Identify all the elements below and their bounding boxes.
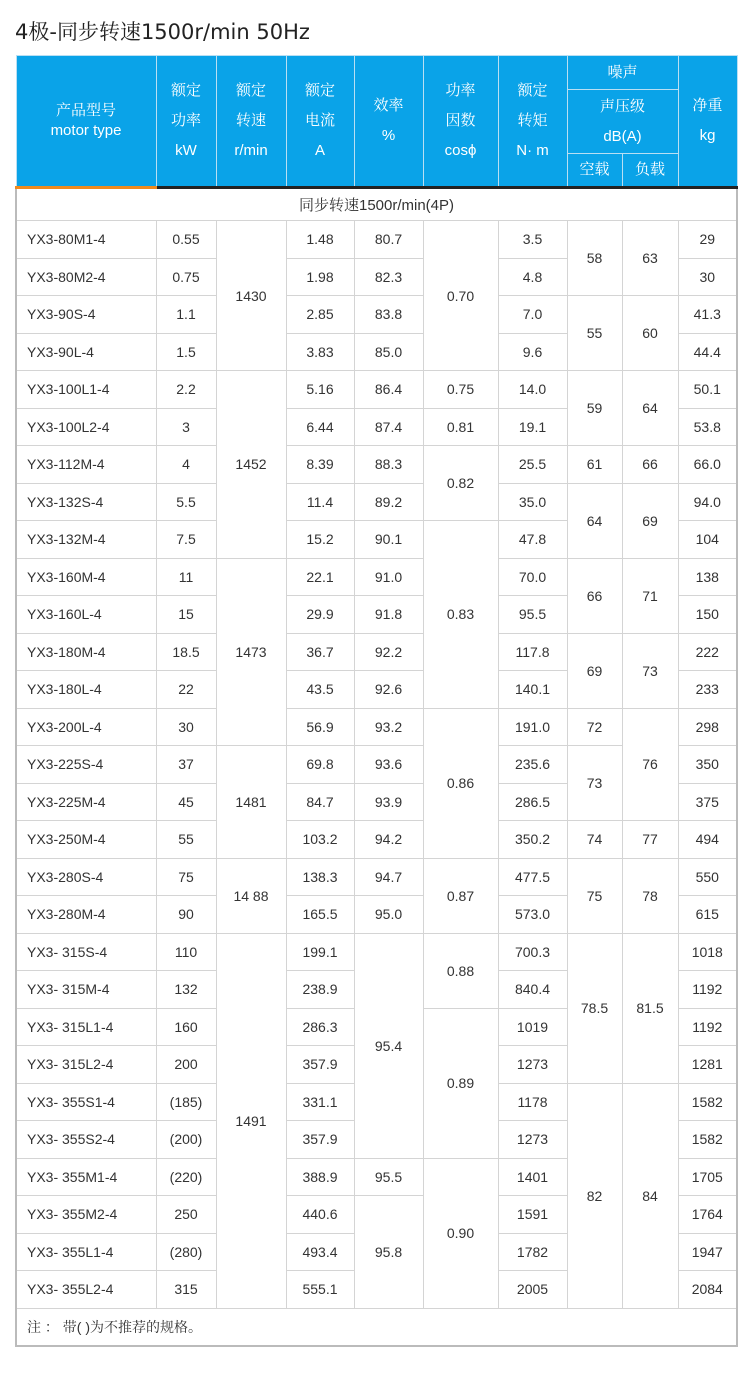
cell-noise-load: 73 [622, 633, 678, 708]
cell-speed: 1473 [216, 558, 286, 746]
cell-efficiency: 91.8 [354, 596, 423, 634]
cell-speed: 1452 [216, 371, 286, 559]
cell-model: YX3- 315S-4 [16, 933, 156, 971]
table-row [16, 633, 737, 671]
cell-power-factor: 0.82 [423, 446, 498, 521]
cell-power-factor: 0.89 [423, 1008, 498, 1158]
table-row [16, 858, 737, 896]
cell-efficiency: 89.2 [354, 483, 423, 521]
cell-power: 3 [156, 408, 216, 446]
cell-model: YX3- 355L1-4 [16, 1233, 156, 1271]
header-power-factor: 功率 因数 cosϕ [423, 56, 498, 188]
cell-current: 331.1 [286, 1083, 354, 1121]
table-row [16, 483, 737, 521]
header-sound-pressure: 声压级 dB(A) [567, 90, 678, 154]
cell-current: 36.7 [286, 633, 354, 671]
cell-power: (220) [156, 1158, 216, 1196]
cell-noise-load: 71 [622, 558, 678, 633]
cell-model: YX3-250M-4 [16, 821, 156, 859]
cell-noise-load: 84 [622, 1083, 678, 1308]
cell-current: 357.9 [286, 1121, 354, 1159]
cell-power: 132 [156, 971, 216, 1009]
cell-power: 90 [156, 896, 216, 934]
cell-weight: 1192 [678, 971, 737, 1009]
cell-torque: 117.8 [498, 633, 567, 671]
cell-weight: 350 [678, 746, 737, 784]
cell-current: 286.3 [286, 1008, 354, 1046]
cell-efficiency: 95.5 [354, 1158, 423, 1196]
cell-power: 110 [156, 933, 216, 971]
page-title: 4极-同步转速1500r/min 50Hz [15, 20, 310, 44]
cell-power: 0.75 [156, 258, 216, 296]
cell-power: 200 [156, 1046, 216, 1084]
cell-model: YX3-100L2-4 [16, 408, 156, 446]
cell-power-factor: 0.90 [423, 1158, 498, 1308]
cell-speed: 1491 [216, 933, 286, 1308]
cell-noise-load: 77 [622, 821, 678, 859]
cell-weight: 1582 [678, 1121, 737, 1159]
header-model: 产品型号 motor type [16, 56, 156, 188]
cell-model: YX3-225M-4 [16, 783, 156, 821]
header-weight: 净重 kg [678, 56, 737, 188]
cell-efficiency: 88.3 [354, 446, 423, 484]
cell-torque: 35.0 [498, 483, 567, 521]
cell-speed: 1430 [216, 221, 286, 371]
cell-power: 250 [156, 1196, 216, 1234]
cell-power-factor: 0.75 [423, 371, 498, 409]
cell-power-factor: 0.83 [423, 521, 498, 709]
cell-power: (200) [156, 1121, 216, 1159]
cell-power: 315 [156, 1271, 216, 1309]
cell-noise-empty: 55 [567, 296, 622, 371]
cell-power: 7.5 [156, 521, 216, 559]
cell-weight: 1705 [678, 1158, 737, 1196]
cell-efficiency: 83.8 [354, 296, 423, 334]
cell-torque: 3.5 [498, 221, 567, 259]
header-efficiency: 效率 % [354, 56, 423, 188]
cell-torque: 1273 [498, 1046, 567, 1084]
note-row [16, 1308, 737, 1346]
cell-current: 357.9 [286, 1046, 354, 1084]
cell-weight: 550 [678, 858, 737, 896]
cell-torque: 140.1 [498, 671, 567, 709]
cell-power: 15 [156, 596, 216, 634]
cell-weight: 233 [678, 671, 737, 709]
cell-model: YX3- 315L2-4 [16, 1046, 156, 1084]
cell-noise-load: 63 [622, 221, 678, 296]
cell-current: 29.9 [286, 596, 354, 634]
cell-noise-empty: 75 [567, 858, 622, 933]
cell-noise-empty: 72 [567, 708, 622, 746]
cell-torque: 840.4 [498, 971, 567, 1009]
cell-weight: 53.8 [678, 408, 737, 446]
cell-current: 43.5 [286, 671, 354, 709]
cell-torque: 1019 [498, 1008, 567, 1046]
cell-power: 18.5 [156, 633, 216, 671]
cell-efficiency: 93.2 [354, 708, 423, 746]
cell-torque: 14.0 [498, 371, 567, 409]
cell-speed: 1481 [216, 746, 286, 859]
cell-current: 165.5 [286, 896, 354, 934]
cell-efficiency: 94.2 [354, 821, 423, 859]
cell-efficiency: 95.4 [354, 933, 423, 1158]
cell-efficiency: 93.6 [354, 746, 423, 784]
cell-current: 8.39 [286, 446, 354, 484]
cell-weight: 94.0 [678, 483, 737, 521]
cell-model: YX3-132S-4 [16, 483, 156, 521]
cell-weight: 1947 [678, 1233, 737, 1271]
cell-efficiency: 95.0 [354, 896, 423, 934]
cell-model: YX3-160M-4 [16, 558, 156, 596]
cell-efficiency: 87.4 [354, 408, 423, 446]
table-body [16, 188, 737, 1346]
cell-current: 440.6 [286, 1196, 354, 1234]
cell-noise-load: 78 [622, 858, 678, 933]
cell-weight: 494 [678, 821, 737, 859]
cell-torque: 573.0 [498, 896, 567, 934]
cell-weight: 615 [678, 896, 737, 934]
cell-noise-empty: 69 [567, 633, 622, 708]
cell-weight: 1192 [678, 1008, 737, 1046]
cell-model: YX3- 355S2-4 [16, 1121, 156, 1159]
cell-weight: 30 [678, 258, 737, 296]
cell-weight: 375 [678, 783, 737, 821]
cell-torque: 1782 [498, 1233, 567, 1271]
cell-current: 2.85 [286, 296, 354, 334]
cell-power: 0.55 [156, 221, 216, 259]
cell-current: 69.8 [286, 746, 354, 784]
cell-weight: 222 [678, 633, 737, 671]
cell-model: YX3-100L1-4 [16, 371, 156, 409]
cell-power: 75 [156, 858, 216, 896]
cell-model: YX3-80M1-4 [16, 221, 156, 259]
cell-torque: 4.8 [498, 258, 567, 296]
cell-weight: 44.4 [678, 333, 737, 371]
cell-weight: 150 [678, 596, 737, 634]
cell-efficiency: 94.7 [354, 858, 423, 896]
footnote: 注 ： 带( )为不推荐的规格。 [16, 1308, 737, 1346]
cell-torque: 47.8 [498, 521, 567, 559]
cell-current: 1.98 [286, 258, 354, 296]
table-row [16, 821, 737, 859]
cell-current: 22.1 [286, 558, 354, 596]
header-noise-load: 负载 [622, 154, 678, 188]
table-row [16, 221, 737, 259]
cell-noise-empty: 74 [567, 821, 622, 859]
cell-power: 4 [156, 446, 216, 484]
cell-torque: 700.3 [498, 933, 567, 971]
cell-model: YX3-112M-4 [16, 446, 156, 484]
cell-model: YX3- 315L1-4 [16, 1008, 156, 1046]
cell-noise-empty: 58 [567, 221, 622, 296]
cell-noise-load: 69 [622, 483, 678, 558]
cell-weight: 41.3 [678, 296, 737, 334]
cell-power-factor: 0.87 [423, 858, 498, 933]
cell-noise-empty: 64 [567, 483, 622, 558]
cell-weight: 104 [678, 521, 737, 559]
cell-power: 1.1 [156, 296, 216, 334]
cell-model: YX3-132M-4 [16, 521, 156, 559]
cell-power: 5.5 [156, 483, 216, 521]
cell-weight: 66.0 [678, 446, 737, 484]
cell-power: 2.2 [156, 371, 216, 409]
cell-noise-empty: 59 [567, 371, 622, 446]
cell-efficiency: 90.1 [354, 521, 423, 559]
cell-model: YX3-180L-4 [16, 671, 156, 709]
cell-efficiency: 92.2 [354, 633, 423, 671]
cell-model: YX3-225S-4 [16, 746, 156, 784]
cell-noise-load: 76 [622, 708, 678, 821]
cell-model: YX3- 355M1-4 [16, 1158, 156, 1196]
cell-current: 3.83 [286, 333, 354, 371]
cell-efficiency: 82.3 [354, 258, 423, 296]
cell-speed: 14 88 [216, 858, 286, 933]
cell-torque: 1401 [498, 1158, 567, 1196]
table-subtitle: 同步转速1500r/min(4P) [16, 188, 737, 221]
cell-torque: 1178 [498, 1083, 567, 1121]
cell-power-factor: 0.86 [423, 708, 498, 858]
cell-power-factor: 0.70 [423, 221, 498, 371]
cell-model: YX3-280S-4 [16, 858, 156, 896]
table-row [16, 933, 737, 971]
cell-noise-load: 60 [622, 296, 678, 371]
cell-torque: 95.5 [498, 596, 567, 634]
cell-efficiency: 91.0 [354, 558, 423, 596]
cell-power: (185) [156, 1083, 216, 1121]
cell-torque: 9.6 [498, 333, 567, 371]
header-torque: 额定 转矩 N· m [498, 56, 567, 188]
cell-weight: 29 [678, 221, 737, 259]
table-row [16, 371, 737, 409]
cell-torque: 286.5 [498, 783, 567, 821]
cell-current: 11.4 [286, 483, 354, 521]
cell-efficiency: 92.6 [354, 671, 423, 709]
cell-current: 84.7 [286, 783, 354, 821]
cell-power-factor: 0.81 [423, 408, 498, 446]
cell-power: 1.5 [156, 333, 216, 371]
cell-torque: 19.1 [498, 408, 567, 446]
cell-weight: 50.1 [678, 371, 737, 409]
table-row [16, 708, 737, 746]
cell-current: 15.2 [286, 521, 354, 559]
cell-power-factor: 0.88 [423, 933, 498, 1008]
cell-model: YX3-80M2-4 [16, 258, 156, 296]
cell-model: YX3- 355L2-4 [16, 1271, 156, 1309]
cell-torque: 350.2 [498, 821, 567, 859]
cell-current: 1.48 [286, 221, 354, 259]
cell-noise-load: 66 [622, 446, 678, 484]
cell-torque: 25.5 [498, 446, 567, 484]
cell-model: YX3- 355S1-4 [16, 1083, 156, 1121]
cell-efficiency: 80.7 [354, 221, 423, 259]
cell-current: 388.9 [286, 1158, 354, 1196]
cell-torque: 1273 [498, 1121, 567, 1159]
cell-current: 5.16 [286, 371, 354, 409]
cell-efficiency: 86.4 [354, 371, 423, 409]
cell-model: YX3-180M-4 [16, 633, 156, 671]
table-header [16, 56, 737, 188]
header-noise: 噪声 [567, 56, 678, 90]
motor-spec-table [15, 55, 738, 1347]
cell-current: 56.9 [286, 708, 354, 746]
cell-model: YX3-90L-4 [16, 333, 156, 371]
cell-current: 138.3 [286, 858, 354, 896]
cell-current: 555.1 [286, 1271, 354, 1309]
cell-current: 493.4 [286, 1233, 354, 1271]
cell-model: YX3-90S-4 [16, 296, 156, 334]
cell-current: 103.2 [286, 821, 354, 859]
cell-efficiency: 93.9 [354, 783, 423, 821]
cell-power: 55 [156, 821, 216, 859]
header-noise-empty: 空载 [567, 154, 622, 188]
cell-model: YX3-160L-4 [16, 596, 156, 634]
cell-torque: 191.0 [498, 708, 567, 746]
cell-power: 37 [156, 746, 216, 784]
table-row [16, 446, 737, 484]
cell-torque: 1591 [498, 1196, 567, 1234]
cell-torque: 2005 [498, 1271, 567, 1309]
cell-noise-empty: 82 [567, 1083, 622, 1308]
cell-current: 6.44 [286, 408, 354, 446]
cell-torque: 70.0 [498, 558, 567, 596]
cell-model: YX3-200L-4 [16, 708, 156, 746]
table-row [16, 558, 737, 596]
cell-power: 22 [156, 671, 216, 709]
cell-torque: 7.0 [498, 296, 567, 334]
cell-noise-empty: 61 [567, 446, 622, 484]
cell-weight: 2084 [678, 1271, 737, 1309]
cell-noise-empty: 66 [567, 558, 622, 633]
header-current: 额定 电流 A [286, 56, 354, 188]
cell-noise-load: 64 [622, 371, 678, 446]
cell-model: YX3- 315M-4 [16, 971, 156, 1009]
cell-current: 199.1 [286, 933, 354, 971]
cell-power: 45 [156, 783, 216, 821]
cell-torque: 235.6 [498, 746, 567, 784]
cell-power: 160 [156, 1008, 216, 1046]
cell-noise-empty: 73 [567, 746, 622, 821]
table-row [16, 296, 737, 334]
cell-efficiency: 85.0 [354, 333, 423, 371]
cell-weight: 1582 [678, 1083, 737, 1121]
header-speed: 额定 转速 r/min [216, 56, 286, 188]
cell-model: YX3-280M-4 [16, 896, 156, 934]
cell-torque: 477.5 [498, 858, 567, 896]
cell-noise-load: 81.5 [622, 933, 678, 1083]
header-power: 额定 功率 kW [156, 56, 216, 188]
cell-weight: 1018 [678, 933, 737, 971]
cell-current: 238.9 [286, 971, 354, 1009]
cell-weight: 298 [678, 708, 737, 746]
cell-model: YX3- 355M2-4 [16, 1196, 156, 1234]
cell-weight: 138 [678, 558, 737, 596]
cell-noise-empty: 78.5 [567, 933, 622, 1083]
cell-weight: 1764 [678, 1196, 737, 1234]
cell-power: 11 [156, 558, 216, 596]
cell-efficiency: 95.8 [354, 1196, 423, 1309]
cell-power: 30 [156, 708, 216, 746]
cell-power: (280) [156, 1233, 216, 1271]
cell-weight: 1281 [678, 1046, 737, 1084]
